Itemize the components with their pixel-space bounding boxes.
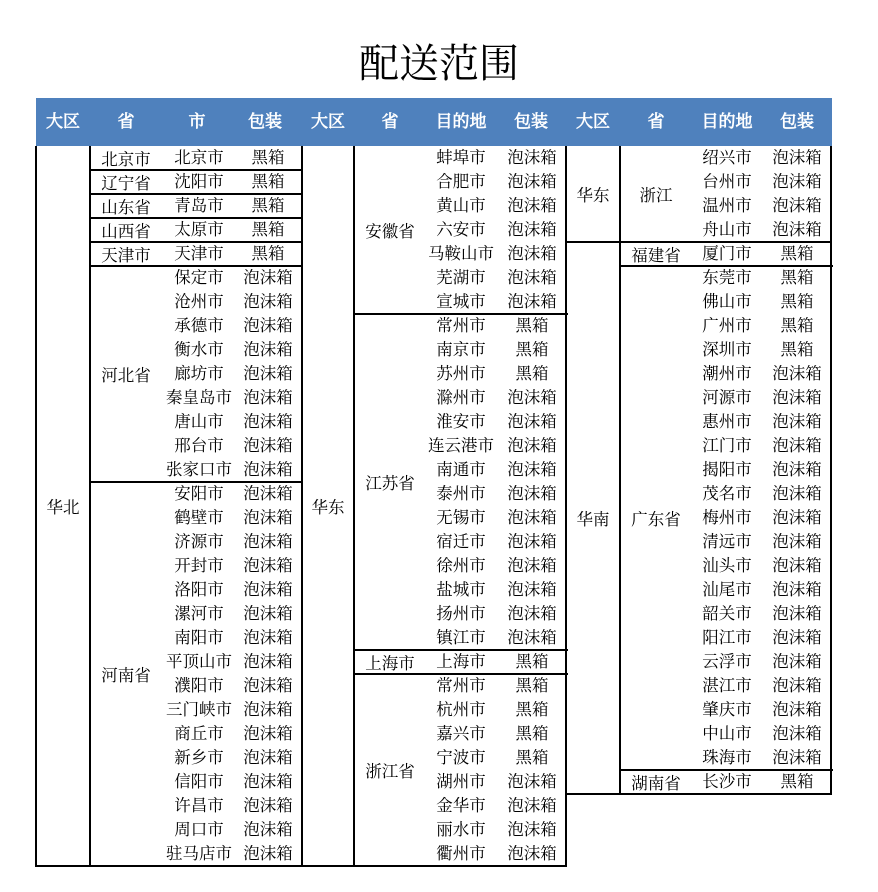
packaging-cell: 黑箱 bbox=[251, 148, 285, 167]
packaging-cell: 黑箱 bbox=[780, 340, 814, 359]
city-cell: 厦门市 bbox=[702, 244, 752, 263]
city-cell: 宿迁市 bbox=[436, 532, 486, 551]
packaging-cell: 泡沫箱 bbox=[772, 628, 822, 647]
header-packaging-2: 包装 bbox=[514, 112, 548, 132]
packaging-cell: 泡沫箱 bbox=[243, 508, 293, 527]
province-divider bbox=[354, 673, 568, 675]
city-cell: 北京市 bbox=[174, 148, 224, 167]
table-border-left bbox=[35, 146, 37, 866]
packaging-cell: 泡沫箱 bbox=[243, 436, 293, 455]
column-divider bbox=[89, 146, 91, 866]
packaging-cell: 泡沫箱 bbox=[243, 748, 293, 767]
province-divider bbox=[90, 241, 302, 243]
packaging-cell: 泡沫箱 bbox=[772, 412, 822, 431]
packaging-cell: 黑箱 bbox=[780, 316, 814, 335]
city-cell: 常州市 bbox=[436, 316, 486, 335]
city-cell: 上海市 bbox=[436, 652, 486, 671]
region-cell: 华东 bbox=[311, 498, 345, 517]
city-cell: 信阳市 bbox=[174, 772, 224, 791]
packaging-cell: 泡沫箱 bbox=[507, 604, 557, 623]
table-border-bottom bbox=[565, 793, 832, 795]
packaging-cell: 泡沫箱 bbox=[507, 628, 557, 647]
city-cell: 泰州市 bbox=[436, 484, 486, 503]
packaging-cell: 泡沫箱 bbox=[243, 796, 293, 815]
packaging-cell: 泡沫箱 bbox=[243, 364, 293, 383]
city-cell: 许昌市 bbox=[174, 796, 224, 815]
city-cell: 绍兴市 bbox=[702, 148, 752, 167]
packaging-cell: 泡沫箱 bbox=[507, 532, 557, 551]
city-cell: 濮阳市 bbox=[174, 676, 224, 695]
packaging-cell: 泡沫箱 bbox=[507, 820, 557, 839]
province-divider bbox=[90, 265, 302, 267]
table-border-right bbox=[830, 146, 832, 794]
province-cell: 山西省 bbox=[101, 222, 151, 241]
packaging-cell: 泡沫箱 bbox=[507, 556, 557, 575]
city-cell: 六安市 bbox=[436, 220, 486, 239]
packaging-cell: 泡沫箱 bbox=[772, 652, 822, 671]
packaging-cell: 黑箱 bbox=[251, 196, 285, 215]
packaging-cell: 黑箱 bbox=[515, 652, 549, 671]
city-cell: 中山市 bbox=[702, 724, 752, 743]
table-border-bottom bbox=[35, 865, 567, 867]
packaging-cell: 泡沫箱 bbox=[243, 676, 293, 695]
city-cell: 鹤壁市 bbox=[174, 508, 224, 527]
packaging-cell: 泡沫箱 bbox=[243, 580, 293, 599]
city-cell: 常州市 bbox=[436, 676, 486, 695]
packaging-cell: 泡沫箱 bbox=[243, 316, 293, 335]
packaging-cell: 黑箱 bbox=[251, 172, 285, 191]
city-cell: 韶关市 bbox=[702, 604, 752, 623]
province-cell: 辽宁省 bbox=[101, 174, 151, 193]
packaging-cell: 泡沫箱 bbox=[243, 460, 293, 479]
packaging-cell: 泡沫箱 bbox=[243, 556, 293, 575]
header-packaging-1: 包装 bbox=[248, 112, 282, 132]
city-cell: 开封市 bbox=[174, 556, 224, 575]
packaging-cell: 泡沫箱 bbox=[772, 724, 822, 743]
header-packaging-3: 包装 bbox=[780, 112, 814, 132]
city-cell: 安阳市 bbox=[174, 484, 224, 503]
city-cell: 唐山市 bbox=[174, 412, 224, 431]
packaging-cell: 泡沫箱 bbox=[772, 364, 822, 383]
region-cell: 华东 bbox=[576, 186, 610, 205]
province-cell: 天津市 bbox=[101, 246, 151, 265]
city-cell: 无锡市 bbox=[436, 508, 486, 527]
city-cell: 周口市 bbox=[174, 820, 224, 839]
packaging-cell: 黑箱 bbox=[780, 772, 814, 791]
packaging-cell: 泡沫箱 bbox=[772, 172, 822, 191]
city-cell: 广州市 bbox=[702, 316, 752, 335]
city-cell: 阳江市 bbox=[702, 628, 752, 647]
city-cell: 云浮市 bbox=[702, 652, 752, 671]
packaging-cell: 泡沫箱 bbox=[507, 172, 557, 191]
city-cell: 梅州市 bbox=[702, 508, 752, 527]
city-cell: 衡水市 bbox=[174, 340, 224, 359]
city-cell: 茂名市 bbox=[702, 484, 752, 503]
city-cell: 丽水市 bbox=[436, 820, 486, 839]
city-cell: 邢台市 bbox=[174, 436, 224, 455]
packaging-cell: 泡沫箱 bbox=[772, 220, 822, 239]
province-cell: 福建省 bbox=[631, 246, 681, 265]
city-cell: 舟山市 bbox=[702, 220, 752, 239]
packaging-cell: 黑箱 bbox=[515, 316, 549, 335]
city-cell: 漯河市 bbox=[174, 604, 224, 623]
city-cell: 驻马店市 bbox=[166, 844, 232, 863]
city-cell: 徐州市 bbox=[436, 556, 486, 575]
packaging-cell: 泡沫箱 bbox=[772, 700, 822, 719]
packaging-cell: 泡沫箱 bbox=[772, 676, 822, 695]
city-cell: 金华市 bbox=[436, 796, 486, 815]
header-destination-2: 目的地 bbox=[435, 112, 487, 132]
city-cell: 宣城市 bbox=[436, 292, 486, 311]
city-cell: 南京市 bbox=[436, 340, 486, 359]
city-cell: 新乡市 bbox=[174, 748, 224, 767]
city-cell: 揭阳市 bbox=[702, 460, 752, 479]
city-cell: 承德市 bbox=[174, 316, 224, 335]
city-cell: 芜湖市 bbox=[436, 268, 486, 287]
province-cell: 浙江 bbox=[639, 186, 673, 205]
city-cell: 河源市 bbox=[702, 388, 752, 407]
packaging-cell: 黑箱 bbox=[515, 748, 549, 767]
city-cell: 盐城市 bbox=[436, 580, 486, 599]
column-divider bbox=[619, 146, 621, 794]
packaging-cell: 泡沫箱 bbox=[772, 388, 822, 407]
province-cell: 安徽省 bbox=[365, 222, 415, 241]
packaging-cell: 泡沫箱 bbox=[507, 508, 557, 527]
packaging-cell: 泡沫箱 bbox=[243, 628, 293, 647]
region-divider bbox=[565, 241, 832, 243]
city-cell: 济源市 bbox=[174, 532, 224, 551]
packaging-cell: 泡沫箱 bbox=[243, 484, 293, 503]
packaging-cell: 黑箱 bbox=[251, 220, 285, 239]
packaging-cell: 黑箱 bbox=[780, 268, 814, 287]
city-cell: 湛江市 bbox=[702, 676, 752, 695]
city-cell: 张家口市 bbox=[166, 460, 232, 479]
city-cell: 天津市 bbox=[174, 244, 224, 263]
city-cell: 惠州市 bbox=[702, 412, 752, 431]
packaging-cell: 泡沫箱 bbox=[507, 196, 557, 215]
packaging-cell: 泡沫箱 bbox=[243, 340, 293, 359]
city-cell: 潮州市 bbox=[702, 364, 752, 383]
city-cell: 青岛市 bbox=[174, 196, 224, 215]
city-cell: 南阳市 bbox=[174, 628, 224, 647]
province-divider bbox=[354, 313, 568, 315]
packaging-cell: 泡沫箱 bbox=[243, 844, 293, 863]
city-cell: 深圳市 bbox=[702, 340, 752, 359]
packaging-cell: 泡沫箱 bbox=[772, 532, 822, 551]
city-cell: 嘉兴市 bbox=[436, 724, 486, 743]
city-cell: 台州市 bbox=[702, 172, 752, 191]
city-cell: 商丘市 bbox=[174, 724, 224, 743]
packaging-cell: 泡沫箱 bbox=[243, 820, 293, 839]
city-cell: 平顶山市 bbox=[166, 652, 232, 671]
packaging-cell: 泡沫箱 bbox=[772, 196, 822, 215]
packaging-cell: 泡沫箱 bbox=[243, 652, 293, 671]
city-cell: 连云港市 bbox=[428, 436, 494, 455]
packaging-cell: 泡沫箱 bbox=[507, 460, 557, 479]
packaging-cell: 泡沫箱 bbox=[507, 580, 557, 599]
header-city-1: 市 bbox=[188, 112, 206, 132]
packaging-cell: 泡沫箱 bbox=[507, 244, 557, 263]
packaging-cell: 泡沫箱 bbox=[507, 388, 557, 407]
packaging-cell: 泡沫箱 bbox=[507, 412, 557, 431]
city-cell: 江门市 bbox=[702, 436, 752, 455]
city-cell: 合肥市 bbox=[436, 172, 486, 191]
city-cell: 东莞市 bbox=[702, 268, 752, 287]
packaging-cell: 泡沫箱 bbox=[772, 484, 822, 503]
packaging-cell: 泡沫箱 bbox=[772, 460, 822, 479]
column-divider bbox=[353, 146, 355, 866]
city-cell: 滁州市 bbox=[436, 388, 486, 407]
header-province-3: 省 bbox=[647, 112, 665, 132]
city-cell: 佛山市 bbox=[702, 292, 752, 311]
packaging-cell: 黑箱 bbox=[251, 244, 285, 263]
packaging-cell: 泡沫箱 bbox=[507, 844, 557, 863]
header-province-1: 省 bbox=[117, 112, 135, 132]
packaging-cell: 黑箱 bbox=[515, 700, 549, 719]
packaging-cell: 泡沫箱 bbox=[507, 796, 557, 815]
city-cell: 湖州市 bbox=[436, 772, 486, 791]
province-cell: 湖南省 bbox=[631, 774, 681, 793]
city-cell: 三门峡市 bbox=[166, 700, 232, 719]
header-province-2: 省 bbox=[381, 112, 399, 132]
city-cell: 衢州市 bbox=[436, 844, 486, 863]
header-destination-3: 目的地 bbox=[701, 112, 753, 132]
packaging-cell: 黑箱 bbox=[780, 244, 814, 263]
city-cell: 黄山市 bbox=[436, 196, 486, 215]
province-cell: 北京市 bbox=[101, 150, 151, 169]
packaging-cell: 泡沫箱 bbox=[772, 748, 822, 767]
packaging-cell: 黑箱 bbox=[780, 292, 814, 311]
city-cell: 南通市 bbox=[436, 460, 486, 479]
city-cell: 杭州市 bbox=[436, 700, 486, 719]
city-cell: 汕头市 bbox=[702, 556, 752, 575]
packaging-cell: 泡沫箱 bbox=[772, 508, 822, 527]
region-cell: 华南 bbox=[576, 510, 610, 529]
packaging-cell: 泡沫箱 bbox=[243, 268, 293, 287]
province-cell: 浙江省 bbox=[365, 762, 415, 781]
city-cell: 宁波市 bbox=[436, 748, 486, 767]
province-cell: 河南省 bbox=[101, 666, 151, 685]
province-divider bbox=[90, 193, 302, 195]
packaging-cell: 泡沫箱 bbox=[507, 436, 557, 455]
city-cell: 肇庆市 bbox=[702, 700, 752, 719]
packaging-cell: 泡沫箱 bbox=[772, 148, 822, 167]
province-cell: 山东省 bbox=[101, 198, 151, 217]
packaging-cell: 泡沫箱 bbox=[507, 292, 557, 311]
packaging-cell: 黑箱 bbox=[515, 724, 549, 743]
region-cell: 华北 bbox=[46, 498, 80, 517]
province-cell: 河北省 bbox=[101, 366, 151, 385]
packaging-cell: 泡沫箱 bbox=[243, 604, 293, 623]
city-cell: 汕尾市 bbox=[702, 580, 752, 599]
packaging-cell: 泡沫箱 bbox=[772, 556, 822, 575]
packaging-cell: 泡沫箱 bbox=[772, 580, 822, 599]
header-region-3: 大区 bbox=[576, 112, 610, 132]
city-cell: 温州市 bbox=[702, 196, 752, 215]
packaging-cell: 泡沫箱 bbox=[243, 724, 293, 743]
city-cell: 苏州市 bbox=[436, 364, 486, 383]
page-title: 配送范围 bbox=[359, 41, 519, 87]
province-cell: 江苏省 bbox=[365, 474, 415, 493]
packaging-cell: 泡沫箱 bbox=[243, 700, 293, 719]
city-cell: 蚌埠市 bbox=[436, 148, 486, 167]
province-cell: 广东省 bbox=[631, 510, 681, 529]
city-cell: 太原市 bbox=[174, 220, 224, 239]
city-cell: 马鞍山市 bbox=[428, 244, 494, 263]
province-divider bbox=[90, 217, 302, 219]
packaging-cell: 泡沫箱 bbox=[243, 292, 293, 311]
packaging-cell: 泡沫箱 bbox=[507, 148, 557, 167]
packaging-cell: 泡沫箱 bbox=[243, 412, 293, 431]
province-divider bbox=[90, 169, 302, 171]
packaging-cell: 泡沫箱 bbox=[243, 388, 293, 407]
city-cell: 秦皇岛市 bbox=[166, 388, 232, 407]
city-cell: 廊坊市 bbox=[174, 364, 224, 383]
packaging-cell: 泡沫箱 bbox=[507, 772, 557, 791]
city-cell: 扬州市 bbox=[436, 604, 486, 623]
province-divider bbox=[90, 481, 302, 483]
province-divider bbox=[620, 265, 833, 267]
province-divider bbox=[620, 769, 833, 771]
packaging-cell: 黑箱 bbox=[515, 676, 549, 695]
city-cell: 沧州市 bbox=[174, 292, 224, 311]
packaging-cell: 黑箱 bbox=[515, 340, 549, 359]
packaging-cell: 泡沫箱 bbox=[507, 220, 557, 239]
column-divider bbox=[565, 146, 567, 866]
city-cell: 保定市 bbox=[174, 268, 224, 287]
packaging-cell: 泡沫箱 bbox=[507, 268, 557, 287]
packaging-cell: 泡沫箱 bbox=[243, 772, 293, 791]
header-region-2: 大区 bbox=[311, 112, 345, 132]
packaging-cell: 泡沫箱 bbox=[772, 604, 822, 623]
packaging-cell: 黑箱 bbox=[515, 364, 549, 383]
packaging-cell: 泡沫箱 bbox=[507, 484, 557, 503]
packaging-cell: 泡沫箱 bbox=[772, 436, 822, 455]
province-cell: 上海市 bbox=[365, 654, 415, 673]
column-divider bbox=[301, 146, 303, 866]
city-cell: 珠海市 bbox=[702, 748, 752, 767]
city-cell: 淮安市 bbox=[436, 412, 486, 431]
header-region-1: 大区 bbox=[46, 112, 80, 132]
city-cell: 沈阳市 bbox=[174, 172, 224, 191]
city-cell: 洛阳市 bbox=[174, 580, 224, 599]
table-header bbox=[36, 98, 832, 146]
city-cell: 清远市 bbox=[702, 532, 752, 551]
city-cell: 长沙市 bbox=[702, 772, 752, 791]
packaging-cell: 泡沫箱 bbox=[243, 532, 293, 551]
province-divider bbox=[354, 649, 568, 651]
city-cell: 镇江市 bbox=[436, 628, 486, 647]
